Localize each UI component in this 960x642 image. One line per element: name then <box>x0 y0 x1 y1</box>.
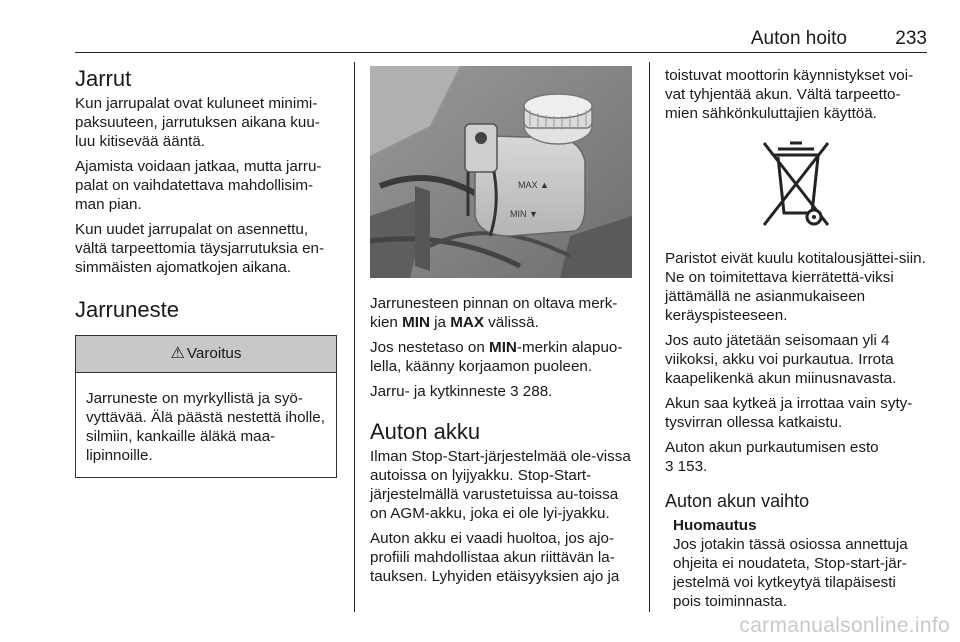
brake-fluid-heading: Jarruneste <box>75 297 179 322</box>
page-reference-arrow-icon: 3 <box>510 383 519 400</box>
column-3 <box>665 66 927 611</box>
column-divider <box>354 62 355 612</box>
page-reference-arrow-icon: 3 <box>665 458 674 475</box>
battery-heading: Auton akku <box>370 419 481 444</box>
warning-triangle-icon: ⚠ <box>170 345 185 362</box>
fluid-level-paragraph: Jarrunesteen pinnan on oltava merk-kien MIN ja MAX välissä. <box>370 295 618 331</box>
page-number: 233 <box>895 28 927 49</box>
battery-paragraph: Jos auto jätetään seisomaan yli 4 viikoksi, akku voi purkautua. Irrota kaapelikenkä akun miinusnavasta. <box>665 332 897 387</box>
warning-box <box>75 335 337 478</box>
brakes-paragraph: Ajamista voidaan jatkaa, mutta jarru-palat on vaihdatettava mahdollisim-man pian. <box>75 158 322 213</box>
warning-body: Jarruneste on myrkyllistä ja syö-vyttävää. Älä päästä nestettä iholle, silmiin, kankaille äläkä maa-lipinnoille. <box>86 390 325 464</box>
section-title: Auton hoito <box>750 28 847 49</box>
reservoir-max-label: MAX ▲ <box>518 180 549 190</box>
note-box <box>665 516 927 611</box>
battery-reference: Auton akun purkautumisen esto 3 153. <box>665 439 879 475</box>
watermark: carmanualsonline.info <box>739 614 950 637</box>
battery-replacement-heading: Auton akun vaihto <box>665 491 810 511</box>
reservoir-min-label: MIN ▼ <box>510 209 538 219</box>
column-divider <box>649 62 650 612</box>
battery-disposal-paragraph: Paristot eivät kuulu kotitalousjättei-siin. Ne on toimitettava kierrätettä-viksi jättämällä ne asianmukaiseen keräyspisteeseen. <box>665 250 926 324</box>
battery-paragraph: Ilman Stop-Start-järjestelmää ole-vissa autoissa on lyijyakku. Stop-Start-järjestelmällä varustetuissa au-toissa on AGM-akku, joka ei ole lyi-jyakku. <box>370 448 631 522</box>
column-2 <box>370 66 632 592</box>
column-1 <box>75 66 337 478</box>
reservoir-illustration <box>370 66 632 278</box>
brakes-paragraph: Kun jarrupalat ovat kuluneet minimi-paksuuteen, jarrutuksen aikana kuu-luu kitisevää ääntä. <box>75 95 320 150</box>
brakes-heading: Jarrut <box>75 66 132 91</box>
battery-paragraph: Auton akku ei vaadi huoltoa, jos ajo-profiili mahdollistaa akun riittävän la-tauksen. Lyhyiden etäisyyksien ajo ja <box>370 530 620 585</box>
fluid-low-paragraph: Jos nestetaso on MIN-merkin alapuo-lella, käänny korjaamon puoleen. <box>370 339 623 375</box>
crossed-out-wheelie-bin-icon <box>665 135 927 235</box>
page-header <box>75 0 927 52</box>
brakes-paragraph: Kun uudet jarrupalat on asennettu, vältä tarpeettomia täysjarrutuksia en-simmäisten ajomatkojen aikana. <box>75 221 325 276</box>
fluid-reference: Jarru- ja kytkinneste 3 288. <box>370 383 553 400</box>
warning-header <box>76 336 336 373</box>
battery-paragraph: Akun saa kytkeä ja irrottaa vain syty-tysvirran ollessa katkaistu. <box>665 395 913 431</box>
header-rule <box>75 52 927 53</box>
warning-title: Varoitus <box>186 345 242 362</box>
battery-paragraph: toistuvat moottorin käynnistykset voi-vat tyhjentää akun. Vältä tarpeetto-mien sähkönkuluttajien käyttöä. <box>665 67 914 122</box>
note-body: Jos jotakin tässä osiossa annettuja ohjeita ei noudateta, Stop-start-jär-jestelmä voi kytkeytyä tilapäisesti pois toiminnasta. <box>673 536 908 610</box>
note-title: Huomautus <box>673 517 757 534</box>
brake-fluid-reservoir-photo <box>370 66 632 278</box>
